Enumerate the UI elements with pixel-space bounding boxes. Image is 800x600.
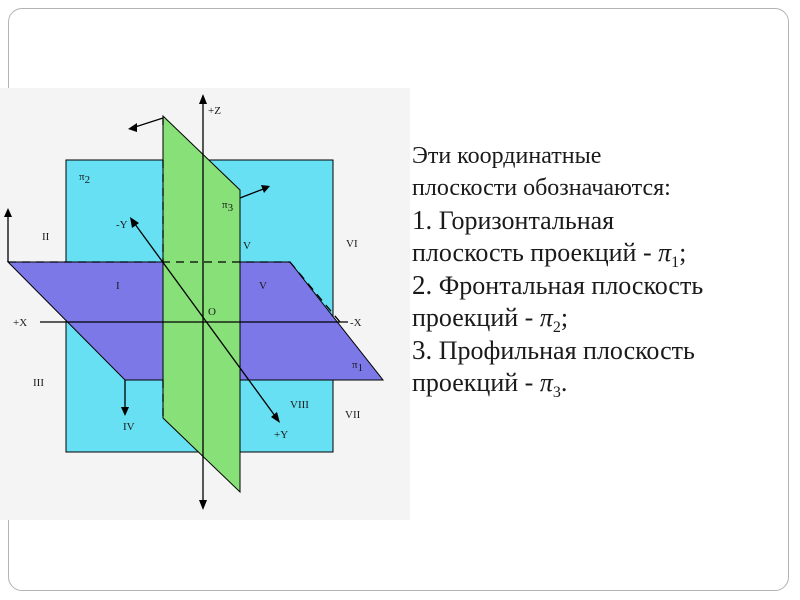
item-3-number: 3. [412,335,433,365]
item-3-pi: π [539,368,553,397]
item-3-title: Профильная плоскость [432,336,695,365]
octant-label-4: IV [123,421,135,433]
item-2-text: проекций - [412,303,540,332]
item-2-pi-subscript: 2 [552,319,561,337]
z-axis-arrow-down [199,500,207,510]
description-text [412,140,792,402]
label-y-neg: -Y [116,219,128,231]
item-2-pi: π [539,303,553,332]
label-x-neg: -X [350,317,362,329]
item-1-line-2 [412,237,792,272]
octant-label-5: V [259,280,267,292]
label-v: V [243,240,251,252]
normal-arrow-pi3-head [128,123,137,132]
item-1-text: плоскость проекций - [412,238,659,267]
octant-label-6: VI [346,238,358,250]
item-3-pi-subscript: 3 [552,384,561,402]
item-1-title: Горизонтальная [432,206,615,235]
item-3-line-1 [412,334,792,367]
item-3-line-2 [412,367,792,402]
item-3-punct: . [560,368,568,397]
item-3-text: проекций - [412,368,540,397]
octant-label-8: VIII [290,399,309,411]
octant-label-7: VII [345,409,361,421]
label-y-pos: +Y [274,429,289,441]
item-2-title: Фронтальная плоскость [432,271,704,300]
octant-label-3: III [33,377,44,389]
item-1-line-1 [412,204,792,237]
item-2-number: 2. [412,270,433,300]
octant-label-1: I [116,280,120,292]
label-pi2: π2 [79,171,91,186]
item-1-punct: ; [679,238,687,267]
item-2-line-2 [412,302,792,337]
intro-line-1: Эти координатные [412,143,602,169]
label-pi3: π3 [222,199,234,214]
item-2-punct: ; [560,303,569,332]
normal-arrow-pi1-head [4,208,12,217]
intro-line-2: плоскости обозначаются: [412,175,671,201]
label-x-pos: +X [13,317,28,329]
item-1-number: 1. [412,205,433,235]
label-z-pos: +Z [208,105,221,117]
octant-label-2: II [42,231,50,243]
item-2-line-1 [412,269,792,302]
label-pi1: π1 [352,359,364,374]
item-1-pi-subscript: 1 [671,254,680,272]
item-1-pi: π [658,238,672,267]
label-origin: O [208,306,216,318]
z-axis-arrow-up [199,94,207,104]
